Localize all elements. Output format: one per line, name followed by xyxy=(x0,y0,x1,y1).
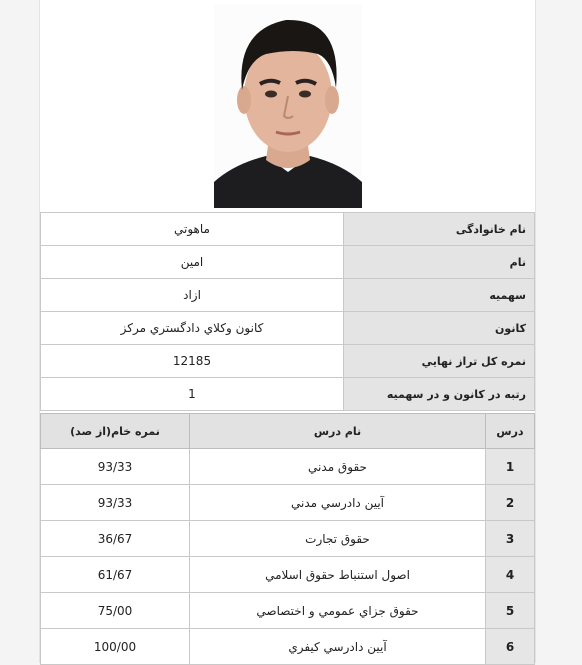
grade-course-name: آيين دادرسي كيفري xyxy=(190,629,486,665)
photo-frame xyxy=(40,0,535,213)
info-row xyxy=(41,246,535,279)
info-label: نام خانوادگی xyxy=(344,213,535,246)
header-score: نمره خام(از صد) xyxy=(41,414,190,449)
info-value: 1 xyxy=(41,378,344,411)
info-row xyxy=(41,312,535,345)
grade-index: 6 xyxy=(486,629,535,665)
header-index: درس xyxy=(486,414,535,449)
grade-course-name: حقوق تجارت xyxy=(190,521,486,557)
grade-score: 36/67 xyxy=(41,521,190,557)
grade-score: 100/00 xyxy=(41,629,190,665)
grade-index: 5 xyxy=(486,593,535,629)
candidate-info-table xyxy=(40,212,535,411)
info-label: سهميه xyxy=(344,279,535,312)
info-value: ماهوتي xyxy=(41,213,344,246)
info-row xyxy=(41,378,535,411)
grade-row xyxy=(41,521,535,557)
grade-index: 4 xyxy=(486,557,535,593)
grades-header-row xyxy=(41,414,535,449)
info-row xyxy=(41,213,535,246)
info-label: رتبه در كانون و در سهميه xyxy=(344,378,535,411)
candidate-photo xyxy=(214,4,362,208)
grade-score: 75/00 xyxy=(41,593,190,629)
grade-index: 1 xyxy=(486,449,535,485)
grade-row xyxy=(41,557,535,593)
info-value: ازاد xyxy=(41,279,344,312)
info-row xyxy=(41,345,535,378)
info-value: 12185 xyxy=(41,345,344,378)
info-label: نمره كل تراز نهايي xyxy=(344,345,535,378)
person-portrait-icon xyxy=(214,4,362,208)
grade-row xyxy=(41,593,535,629)
info-value: كانون وكلاي دادگستري مركز xyxy=(41,312,344,345)
grade-index: 3 xyxy=(486,521,535,557)
grade-course-name: آيين دادرسي مدني xyxy=(190,485,486,521)
info-label: نام xyxy=(344,246,535,279)
grade-course-name: حقوق مدني xyxy=(190,449,486,485)
grades-table xyxy=(40,413,535,665)
grade-score: 93/33 xyxy=(41,485,190,521)
result-sheet xyxy=(40,0,535,662)
grade-row xyxy=(41,629,535,665)
grade-index: 2 xyxy=(486,485,535,521)
info-row xyxy=(41,279,535,312)
grade-course-name: حقوق جزاي عمومي و اختصاصي xyxy=(190,593,486,629)
header-name: نام درس xyxy=(190,414,486,449)
grade-score: 93/33 xyxy=(41,449,190,485)
grade-course-name: اصول استنباط حقوق اسلامي xyxy=(190,557,486,593)
grade-row xyxy=(41,449,535,485)
info-label: كانون xyxy=(344,312,535,345)
grade-row xyxy=(41,485,535,521)
grade-score: 61/67 xyxy=(41,557,190,593)
info-value: امين xyxy=(41,246,344,279)
